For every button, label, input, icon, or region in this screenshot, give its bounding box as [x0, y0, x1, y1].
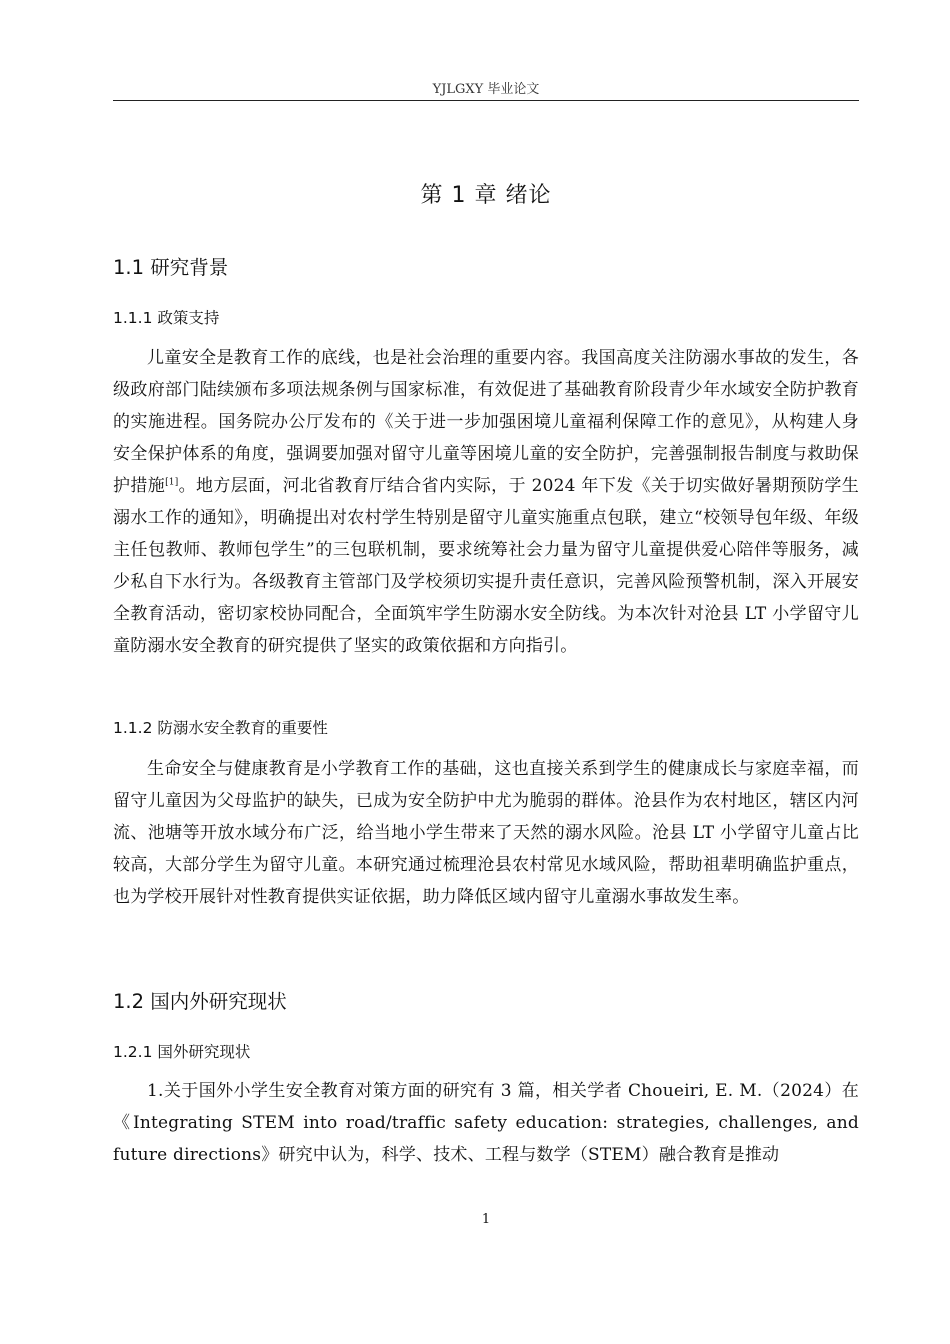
subsection-heading-1-1-1: 1.1.1 政策支持 — [113, 309, 220, 327]
subsection-heading-1-2-1: 1.2.1 国外研究现状 — [113, 1043, 251, 1061]
header-rule — [113, 100, 859, 101]
running-header: YJLGXY 毕业论文 — [432, 82, 540, 97]
paragraph-policy-support-part-a: 儿童安全是教育工作的底线，也是社会治理的重要内容。我国高度关注防溺水事故的发生，各级政府部门陆续颁布多项法规条例与国家标准，有效促进了基础教育阶段青少年水域安全防护教育的实施进程。国务院办公厅发布的《关于进一步加强困境儿童福利保障工作的意见》，从构建人身安全保护体系的角度，强调要加强对留守儿童等困境儿童的安全防护，完善强制报告制度与救助保护措施 — [113, 348, 859, 496]
paragraph-policy-support-part-b: 。地方层面，河北省教育厅结合省内实际，于 2024 年下发《关于切实做好暑期预防学生溺水工作的通知》，明确提出对农村学生特别是留守儿童实施重点包联，建立“校领导包年级、年级主任包教师、教师包学生”的三包联机制，要求统筹社会力量为留守儿童提供爱心陪伴等服务，减少私自下水行为。各级教育主管部门及学校须切实提升责任意识，完善风险预警机制，深入开展安全教育活动，密切家校协同配合，全面筑牢学生防溺水安全防线。为本次针对沧县 LT 小学留守儿童防溺水安全教育的研究提供了坚实的政策依据和方向指引。 — [113, 476, 859, 656]
subsection-heading-1-1-2: 1.1.2 防溺水安全教育的重要性 — [113, 719, 328, 737]
paragraph-foreign-research: 1.关于国外小学生安全教育对策方面的研究有 3 篇，相关学者 Choueiri, E. M.（2024）在《Integrating STEM into road/traffic safety education: strategies, challenges, and future directions》研究中认为，科学、技术、工程与数学（STEM）融合教育是推动 — [113, 1081, 859, 1165]
chapter-title: 第 1 章 绪论 — [420, 183, 552, 208]
section-heading-1-1: 1.1 研究背景 — [113, 256, 229, 279]
citation-superscript: [1] — [165, 477, 179, 488]
section-heading-1-2: 1.2 国内外研究现状 — [113, 990, 287, 1013]
paragraph-drowning-education-importance: 生命安全与健康教育是小学教育工作的基础，这也直接关系到学生的健康成长与家庭幸福，而留守儿童因为父母监护的缺失，已成为安全防护中尤为脆弱的群体。沧县作为农村地区，辖区内河流、池塘等开放水域分布广泛，给当地小学生带来了天然的溺水风险。沧县 LT 小学留守儿童占比较高，大部分学生为留守儿童。本研究通过梳理沧县农村常见水域风险，帮助祖辈明确监护重点，也为学校开展针对性教育提供实证依据，助力降低区域内留守儿童溺水事故发生率。 — [113, 759, 859, 907]
page-number: 1 — [481, 1212, 491, 1227]
paragraph-policy-support — [113, 342, 859, 662]
